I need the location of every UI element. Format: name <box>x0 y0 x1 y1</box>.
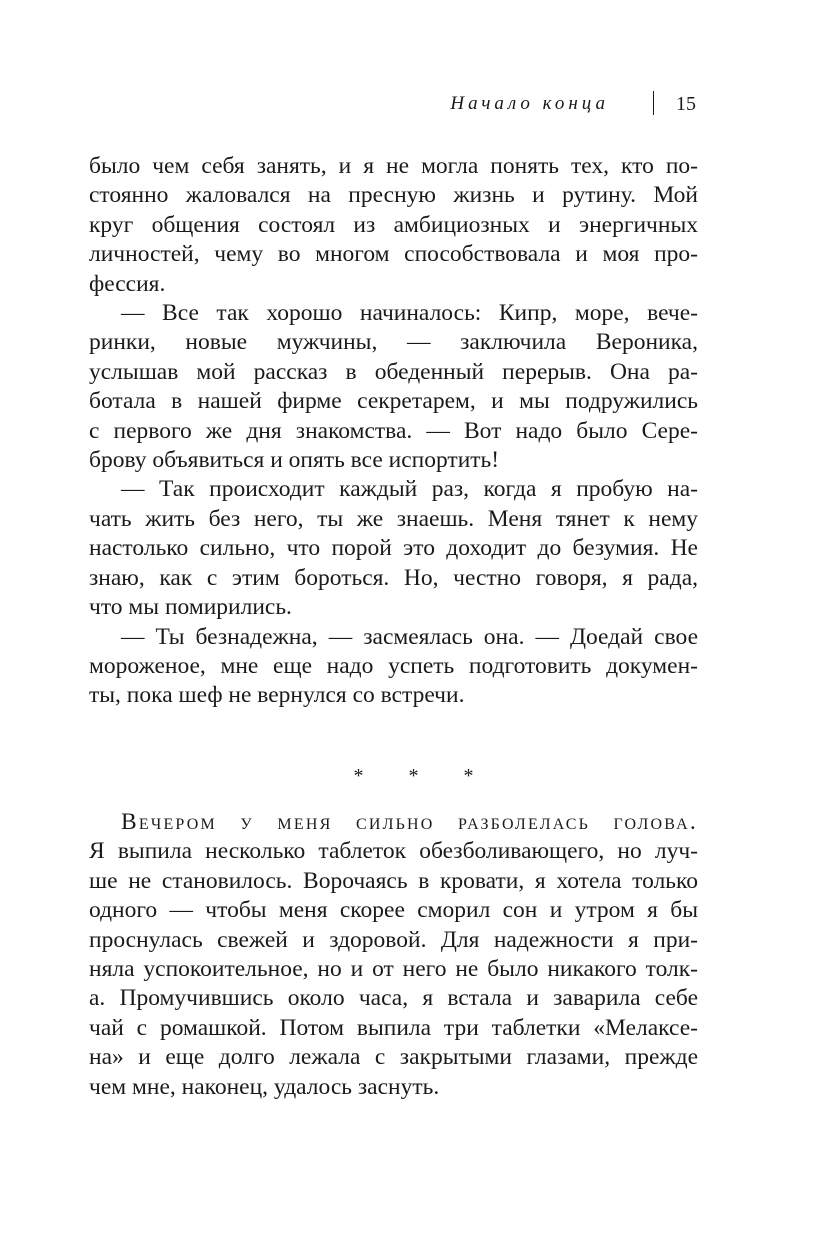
text-line: фессия. <box>89 270 166 297</box>
text-line: мороженое, мне еще надо успеть подготовить докумен- <box>89 652 698 679</box>
text-line: настолько сильно, что порой это доходит до безумия. Не <box>89 535 698 562</box>
text-line: няла успокоительное, но и от него не было никакого толк- <box>89 956 698 983</box>
section-separator: * * * <box>353 765 494 787</box>
running-title: Начало конца <box>450 93 609 114</box>
text-line: на» и еще долго лежала с закрытыми глазами, прежде <box>89 1044 698 1071</box>
text-line: знаю, как с этим бороться. Но, честно говоря, я рада, <box>89 564 698 591</box>
header-divider <box>653 91 654 115</box>
text-line: ты, пока шеф не вернулся со встречи. <box>89 682 465 709</box>
text-line: чай с ромашкой. Потом выпила три таблетки «Мелаксе- <box>89 1014 698 1041</box>
text-line: ботала в нашей фирме секретарем, и мы подружились <box>89 388 698 415</box>
text-line: услышав мой рассказ в обеденный перерыв. Она ра- <box>89 358 698 385</box>
text-line: — Ты безнадежна, — засмеялась она. — Доедай свое <box>121 623 698 650</box>
text-line: круг общения состоял из амбициозных и энергичных <box>89 211 698 238</box>
body-text-top <box>89 152 698 711</box>
text-line: было чем себя занять, и я не могла понять тех, кто по- <box>89 153 698 179</box>
text-line: стоянно жаловался на пресную жизнь и рутину. Мой <box>89 182 698 209</box>
text-line: ше не становилось. Ворочаясь в кровати, я хотела только <box>89 867 698 894</box>
text-line: ринки, новые мужчины, — заключила Вероника, <box>89 329 698 356</box>
page-number: 15 <box>676 93 696 115</box>
text-line: — Все так хорошо начиналось: Кипр, море, вече- <box>121 300 698 327</box>
paragraph-5 <box>89 808 698 1102</box>
text-line: одного — чтобы меня скорее сморил сон и утром я бы <box>89 897 698 924</box>
paragraph-3 <box>89 475 698 622</box>
section-lead-in: Вечером у меня сильно разболелась голова. <box>121 809 698 835</box>
text-line: — Так происходит каждый раз, когда я пробую на- <box>121 476 698 503</box>
text-line: брову объявиться и опять все испортить! <box>89 447 500 474</box>
paragraph-2 <box>89 299 698 475</box>
paragraph-1 <box>89 152 698 299</box>
text-line: Я выпила несколько таблеток обезболивающего, но луч- <box>89 838 698 865</box>
body-text-bottom <box>89 808 698 1102</box>
text-line: а. Промучившись около часа, я встала и заварила себе <box>89 985 698 1012</box>
paragraph-4 <box>89 623 698 711</box>
text-line: проснулась свежей и здоровой. Для надежности я при- <box>89 926 698 953</box>
text-line: чать жить без него, ты же знаешь. Меня тянет к нему <box>89 505 698 532</box>
text-line: чем мне, наконец, удалось заснуть. <box>89 1073 440 1100</box>
text-line: с первого же дня знакомства. — Вот надо было Сере- <box>89 417 698 444</box>
text-line: что мы помирились. <box>89 594 292 621</box>
text-line: личностей, чему во многом способствовала и моя про- <box>89 241 698 268</box>
running-head <box>0 88 827 120</box>
